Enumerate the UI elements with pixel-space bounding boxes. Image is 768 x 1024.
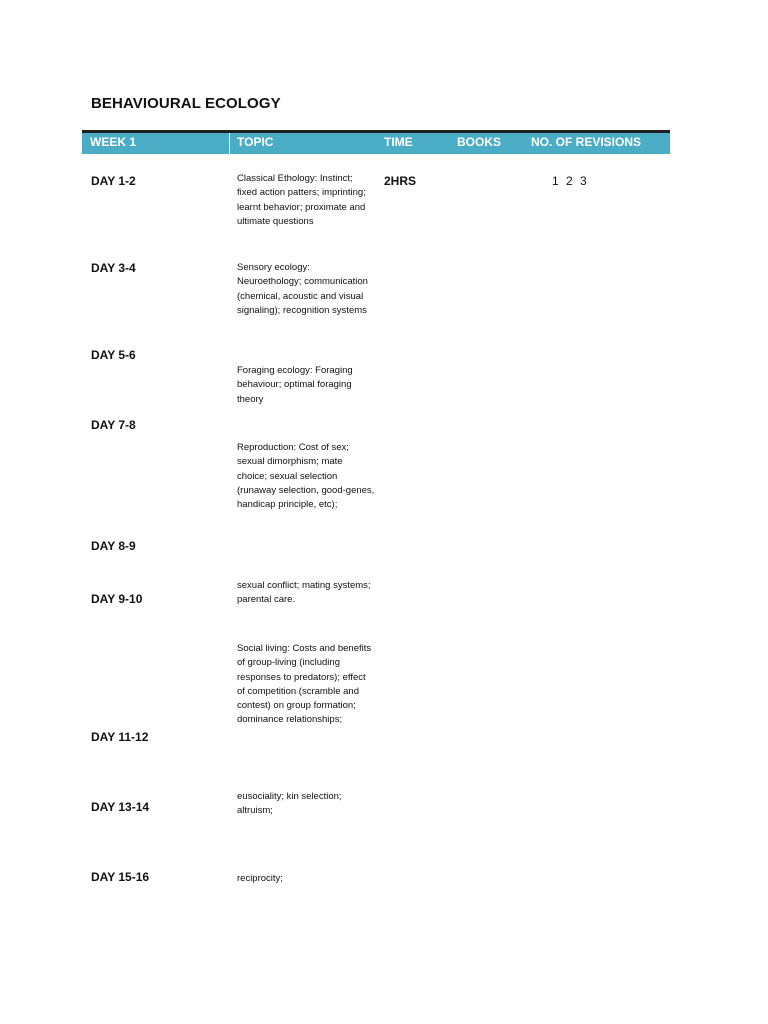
topic-cell: Sensory ecology: Neuroethology; communication (chemical, acoustic and visual signaling); recognition systems — [237, 262, 368, 316]
topic-cell: Classical Ethology: Instinct; fixed action patters; imprinting; learnt behavior; proximate and ultimate questions — [237, 173, 366, 227]
topic-cell: Social living: Costs and benefits of group-living (including responses to predators); effect of competition (scramble and contest) on group formation; dominance relationships; — [237, 643, 372, 726]
header-time: TIME — [384, 135, 413, 149]
document-title: BEHAVIOURAL ECOLOGY — [91, 95, 281, 112]
day-label: DAY 15-16 — [91, 870, 150, 884]
header-week: WEEK 1 — [90, 135, 137, 149]
day-label: DAY 9-10 — [91, 592, 143, 606]
day-label: DAY 5-6 — [91, 348, 136, 362]
day-label: DAY 8-9 — [91, 539, 136, 553]
revisions-value: 1 2 3 — [552, 174, 587, 188]
topic-cell: Foraging ecology: Foraging behaviour; optimal foraging theory — [237, 365, 353, 405]
header-books: BOOKS — [457, 135, 502, 149]
topic-cell: reciprocity; — [237, 873, 283, 884]
header-revisions: NO. OF REVISIONS — [531, 135, 642, 149]
time-value: 2HRS — [384, 174, 417, 188]
day-label: DAY 1-2 — [91, 174, 136, 188]
day-label: DAY 11-12 — [91, 730, 149, 744]
header-divider — [229, 133, 230, 154]
topic-cell: Reproduction: Cost of sex; sexual dimorphism; mate choice; sexual selection (runaway selection, good-genes, handicap principle, etc); — [237, 442, 375, 511]
topic-cell: eusociality; kin selection; altruism; — [237, 791, 342, 817]
table-header — [82, 130, 670, 154]
topic-cell: sexual conflict; mating systems; parental care. — [237, 580, 371, 606]
day-label: DAY 13-14 — [91, 800, 150, 814]
day-label: DAY 7-8 — [91, 418, 136, 432]
day-label: DAY 3-4 — [91, 261, 136, 275]
header-topic: TOPIC — [237, 135, 274, 149]
